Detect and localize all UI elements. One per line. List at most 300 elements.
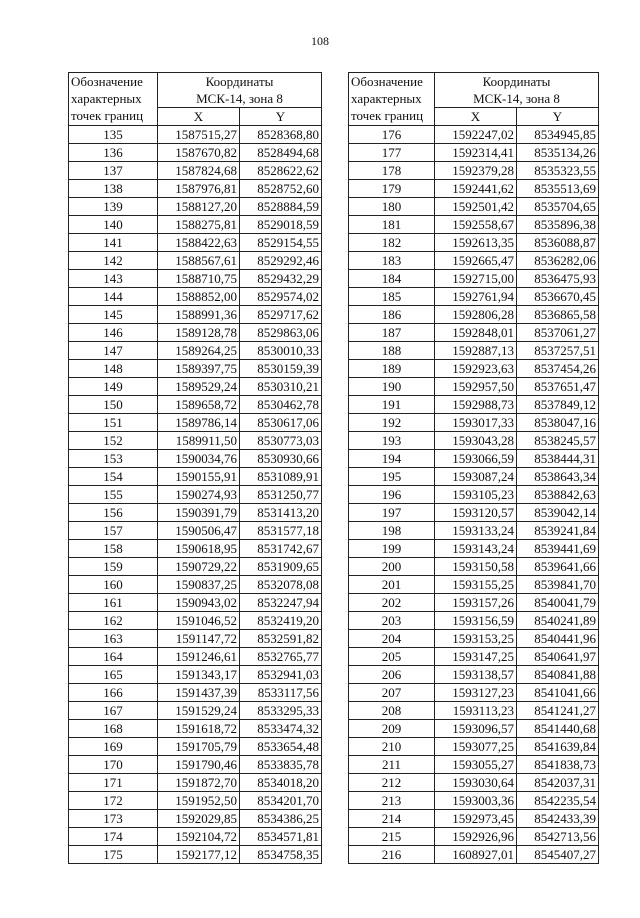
table-row	[69, 810, 322, 828]
y-coordinate-cell: 8531413,20	[240, 504, 322, 522]
column-x-header: X	[158, 108, 240, 126]
x-coordinate-cell: 1589911,50	[158, 432, 240, 450]
table-row	[349, 288, 599, 306]
point-label-header	[69, 73, 158, 126]
y-coordinate-cell: 8531250,77	[240, 486, 322, 504]
table-row	[349, 774, 599, 792]
table-row	[69, 216, 322, 234]
x-coordinate-cell: 1592973,45	[435, 810, 517, 828]
x-coordinate-cell: 1591952,50	[158, 792, 240, 810]
point-number-cell: 150	[69, 396, 158, 414]
point-number-cell: 207	[349, 684, 435, 702]
point-number-cell: 184	[349, 270, 435, 288]
table-row	[349, 144, 599, 162]
x-coordinate-cell: 1592926,96	[435, 828, 517, 846]
y-coordinate-cell: 8530617,06	[240, 414, 322, 432]
table-row	[349, 594, 599, 612]
y-coordinate-cell: 8530773,03	[240, 432, 322, 450]
point-number-cell: 174	[69, 828, 158, 846]
table-row	[349, 486, 599, 504]
table-row	[349, 414, 599, 432]
x-coordinate-cell: 1593150,58	[435, 558, 517, 576]
y-coordinate-cell: 8539841,70	[517, 576, 599, 594]
header-label-line1: Обозначение	[351, 74, 423, 89]
y-coordinate-cell: 8529574,02	[240, 288, 322, 306]
table-row	[69, 126, 322, 144]
point-number-cell: 181	[349, 216, 435, 234]
point-number-cell: 138	[69, 180, 158, 198]
point-number-cell: 201	[349, 576, 435, 594]
y-coordinate-cell: 8532591,82	[240, 630, 322, 648]
table-row	[69, 558, 322, 576]
x-coordinate-cell: 1593143,24	[435, 540, 517, 558]
point-number-cell: 159	[69, 558, 158, 576]
x-coordinate-cell: 1592923,63	[435, 360, 517, 378]
point-number-cell: 216	[349, 846, 435, 864]
y-coordinate-cell: 8531742,67	[240, 540, 322, 558]
y-coordinate-cell: 8533835,78	[240, 756, 322, 774]
coordinates-table-right	[348, 72, 599, 864]
point-label-header	[349, 73, 435, 126]
table-body-left	[69, 126, 322, 864]
table-row	[69, 666, 322, 684]
x-coordinate-cell: 1592957,50	[435, 378, 517, 396]
y-coordinate-cell: 8537061,27	[517, 324, 599, 342]
y-coordinate-cell: 8530310,21	[240, 378, 322, 396]
table-row	[349, 234, 599, 252]
x-coordinate-cell: 1591046,52	[158, 612, 240, 630]
x-coordinate-cell: 1590391,79	[158, 504, 240, 522]
point-number-cell: 149	[69, 378, 158, 396]
x-coordinate-cell: 1592177,12	[158, 846, 240, 864]
x-coordinate-cell: 1592379,28	[435, 162, 517, 180]
x-coordinate-cell: 1590034,76	[158, 450, 240, 468]
point-number-cell: 136	[69, 144, 158, 162]
y-coordinate-cell: 8537651,47	[517, 378, 599, 396]
table-row	[69, 846, 322, 864]
table-row	[349, 522, 599, 540]
x-coordinate-cell: 1593120,57	[435, 504, 517, 522]
y-coordinate-cell: 8539641,66	[517, 558, 599, 576]
x-coordinate-cell: 1591343,17	[158, 666, 240, 684]
y-coordinate-cell: 8528884,59	[240, 198, 322, 216]
point-number-cell: 163	[69, 630, 158, 648]
y-coordinate-cell: 8534945,85	[517, 126, 599, 144]
point-number-cell: 179	[349, 180, 435, 198]
x-coordinate-cell: 1593147,25	[435, 648, 517, 666]
y-coordinate-cell: 8528752,60	[240, 180, 322, 198]
x-coordinate-cell: 1592613,35	[435, 234, 517, 252]
point-number-cell: 183	[349, 252, 435, 270]
point-number-cell: 157	[69, 522, 158, 540]
y-coordinate-cell: 8528622,62	[240, 162, 322, 180]
y-coordinate-cell: 8528368,80	[240, 126, 322, 144]
x-coordinate-cell: 1590618,95	[158, 540, 240, 558]
point-number-cell: 152	[69, 432, 158, 450]
x-coordinate-cell: 1589529,24	[158, 378, 240, 396]
y-coordinate-cell: 8529432,29	[240, 270, 322, 288]
column-y-header: Y	[240, 108, 322, 126]
y-coordinate-cell: 8533117,56	[240, 684, 322, 702]
point-number-cell: 212	[349, 774, 435, 792]
table-row	[69, 252, 322, 270]
header-label-line1: Обозначение	[71, 74, 143, 89]
coordinates-group-header	[435, 73, 599, 108]
point-number-cell: 158	[69, 540, 158, 558]
table-row	[69, 540, 322, 558]
y-coordinate-cell: 8533474,32	[240, 720, 322, 738]
x-coordinate-cell: 1592715,00	[435, 270, 517, 288]
point-number-cell: 200	[349, 558, 435, 576]
y-coordinate-cell: 8537257,51	[517, 342, 599, 360]
table-row	[69, 774, 322, 792]
point-number-cell: 209	[349, 720, 435, 738]
point-number-cell: 148	[69, 360, 158, 378]
x-coordinate-cell: 1588852,00	[158, 288, 240, 306]
x-coordinate-cell: 1593030,64	[435, 774, 517, 792]
point-number-cell: 144	[69, 288, 158, 306]
y-coordinate-cell: 8539241,84	[517, 522, 599, 540]
y-coordinate-cell: 8529018,59	[240, 216, 322, 234]
x-coordinate-cell: 1592988,73	[435, 396, 517, 414]
point-number-cell: 189	[349, 360, 435, 378]
x-coordinate-cell: 1589264,25	[158, 342, 240, 360]
table-row	[349, 342, 599, 360]
point-number-cell: 155	[69, 486, 158, 504]
x-coordinate-cell: 1591705,79	[158, 738, 240, 756]
header-label-line2: характерных	[351, 91, 422, 106]
y-coordinate-cell: 8529717,62	[240, 306, 322, 324]
y-coordinate-cell: 8530930,66	[240, 450, 322, 468]
y-coordinate-cell: 8541241,27	[517, 702, 599, 720]
y-coordinate-cell: 8540841,88	[517, 666, 599, 684]
x-coordinate-cell: 1592558,67	[435, 216, 517, 234]
point-number-cell: 198	[349, 522, 435, 540]
y-coordinate-cell: 8534758,35	[240, 846, 322, 864]
header-group-line2: МСК-14, зона 8	[473, 91, 560, 106]
table-row	[349, 162, 599, 180]
header-label-line3: точек границ	[71, 108, 144, 123]
y-coordinate-cell: 8538047,16	[517, 414, 599, 432]
x-coordinate-cell: 1593066,59	[435, 450, 517, 468]
y-coordinate-cell: 8539042,14	[517, 504, 599, 522]
table-row	[349, 684, 599, 702]
y-coordinate-cell: 8529154,55	[240, 234, 322, 252]
y-coordinate-cell: 8536865,58	[517, 306, 599, 324]
x-coordinate-cell: 1592247,02	[435, 126, 517, 144]
y-coordinate-cell: 8537849,12	[517, 396, 599, 414]
table-row	[69, 414, 322, 432]
table-row	[69, 702, 322, 720]
y-coordinate-cell: 8530462,78	[240, 396, 322, 414]
table-row	[349, 630, 599, 648]
y-coordinate-cell: 8530159,39	[240, 360, 322, 378]
table-row	[349, 810, 599, 828]
table-row	[69, 306, 322, 324]
y-coordinate-cell: 8541639,84	[517, 738, 599, 756]
point-number-cell: 165	[69, 666, 158, 684]
point-number-cell: 140	[69, 216, 158, 234]
table-row	[349, 504, 599, 522]
table-row	[69, 360, 322, 378]
table-row	[69, 198, 322, 216]
coordinates-table-left	[68, 72, 322, 864]
x-coordinate-cell: 1590837,25	[158, 576, 240, 594]
y-coordinate-cell: 8534018,20	[240, 774, 322, 792]
y-coordinate-cell: 8531909,65	[240, 558, 322, 576]
point-number-cell: 145	[69, 306, 158, 324]
x-coordinate-cell: 1608927,01	[435, 846, 517, 864]
point-number-cell: 146	[69, 324, 158, 342]
table-row	[69, 144, 322, 162]
table-row	[69, 594, 322, 612]
x-coordinate-cell: 1587976,81	[158, 180, 240, 198]
point-number-cell: 154	[69, 468, 158, 486]
y-coordinate-cell: 8530010,33	[240, 342, 322, 360]
point-number-cell: 172	[69, 792, 158, 810]
point-number-cell: 203	[349, 612, 435, 630]
table-row	[69, 324, 322, 342]
column-y-header: Y	[517, 108, 599, 126]
point-number-cell: 142	[69, 252, 158, 270]
coordinates-group-header	[158, 73, 322, 108]
y-coordinate-cell: 8536670,45	[517, 288, 599, 306]
x-coordinate-cell: 1592441,62	[435, 180, 517, 198]
y-coordinate-cell: 8545407,27	[517, 846, 599, 864]
x-coordinate-cell: 1588127,20	[158, 198, 240, 216]
y-coordinate-cell: 8541440,68	[517, 720, 599, 738]
header-group-line1: Координаты	[482, 74, 551, 89]
point-number-cell: 171	[69, 774, 158, 792]
point-number-cell: 202	[349, 594, 435, 612]
x-coordinate-cell: 1588567,61	[158, 252, 240, 270]
point-number-cell: 176	[349, 126, 435, 144]
table-row	[69, 756, 322, 774]
table-row	[69, 648, 322, 666]
point-number-cell: 177	[349, 144, 435, 162]
y-coordinate-cell: 8532941,03	[240, 666, 322, 684]
x-coordinate-cell: 1589658,72	[158, 396, 240, 414]
x-coordinate-cell: 1593043,28	[435, 432, 517, 450]
point-number-cell: 204	[349, 630, 435, 648]
y-coordinate-cell: 8532765,77	[240, 648, 322, 666]
y-coordinate-cell: 8534201,70	[240, 792, 322, 810]
point-number-cell: 197	[349, 504, 435, 522]
x-coordinate-cell: 1588710,75	[158, 270, 240, 288]
y-coordinate-cell: 8532247,94	[240, 594, 322, 612]
table-row	[349, 648, 599, 666]
table-row	[69, 576, 322, 594]
x-coordinate-cell: 1589128,78	[158, 324, 240, 342]
table-row	[349, 432, 599, 450]
x-coordinate-cell: 1587670,82	[158, 144, 240, 162]
point-number-cell: 185	[349, 288, 435, 306]
point-number-cell: 194	[349, 450, 435, 468]
table-row	[69, 396, 322, 414]
table-row	[69, 738, 322, 756]
point-number-cell: 151	[69, 414, 158, 432]
y-coordinate-cell: 8533295,33	[240, 702, 322, 720]
point-number-cell: 173	[69, 810, 158, 828]
point-number-cell: 178	[349, 162, 435, 180]
point-number-cell: 206	[349, 666, 435, 684]
x-coordinate-cell: 1591437,39	[158, 684, 240, 702]
x-coordinate-cell: 1590943,02	[158, 594, 240, 612]
point-number-cell: 139	[69, 198, 158, 216]
point-number-cell: 191	[349, 396, 435, 414]
table-row	[349, 450, 599, 468]
header-group-line1: Координаты	[205, 74, 274, 89]
table-row	[69, 432, 322, 450]
table-row	[69, 684, 322, 702]
y-coordinate-cell: 8536475,93	[517, 270, 599, 288]
table-row	[69, 504, 322, 522]
table-row	[349, 576, 599, 594]
x-coordinate-cell: 1588991,36	[158, 306, 240, 324]
y-coordinate-cell: 8529292,46	[240, 252, 322, 270]
header-label-line2: характерных	[71, 91, 142, 106]
x-coordinate-cell: 1592665,47	[435, 252, 517, 270]
point-number-cell: 180	[349, 198, 435, 216]
point-number-cell: 137	[69, 162, 158, 180]
point-number-cell: 135	[69, 126, 158, 144]
y-coordinate-cell: 8538444,31	[517, 450, 599, 468]
point-number-cell: 188	[349, 342, 435, 360]
point-number-cell: 147	[69, 342, 158, 360]
table-row	[349, 720, 599, 738]
header-group-line2: МСК-14, зона 8	[196, 91, 283, 106]
y-coordinate-cell: 8534386,25	[240, 810, 322, 828]
table-row	[349, 792, 599, 810]
y-coordinate-cell: 8531577,18	[240, 522, 322, 540]
x-coordinate-cell: 1593087,24	[435, 468, 517, 486]
table-row	[349, 378, 599, 396]
point-number-cell: 195	[349, 468, 435, 486]
x-coordinate-cell: 1593156,59	[435, 612, 517, 630]
table-row	[349, 306, 599, 324]
point-number-cell: 169	[69, 738, 158, 756]
point-number-cell: 192	[349, 414, 435, 432]
point-number-cell: 143	[69, 270, 158, 288]
table-row	[69, 180, 322, 198]
table-row	[69, 828, 322, 846]
x-coordinate-cell: 1590506,47	[158, 522, 240, 540]
y-coordinate-cell: 8541041,66	[517, 684, 599, 702]
table-row	[349, 756, 599, 774]
x-coordinate-cell: 1591147,72	[158, 630, 240, 648]
point-number-cell: 186	[349, 306, 435, 324]
y-coordinate-cell: 8536088,87	[517, 234, 599, 252]
y-coordinate-cell: 8534571,81	[240, 828, 322, 846]
x-coordinate-cell: 1593153,25	[435, 630, 517, 648]
y-coordinate-cell: 8529863,06	[240, 324, 322, 342]
y-coordinate-cell: 8528494,68	[240, 144, 322, 162]
x-coordinate-cell: 1592848,01	[435, 324, 517, 342]
x-coordinate-cell: 1592887,13	[435, 342, 517, 360]
x-coordinate-cell: 1591529,24	[158, 702, 240, 720]
y-coordinate-cell: 8538245,57	[517, 432, 599, 450]
x-coordinate-cell: 1593017,33	[435, 414, 517, 432]
y-coordinate-cell: 8537454,26	[517, 360, 599, 378]
table-row	[69, 378, 322, 396]
x-coordinate-cell: 1593096,57	[435, 720, 517, 738]
x-coordinate-cell: 1591618,72	[158, 720, 240, 738]
table-row	[349, 558, 599, 576]
point-number-cell: 141	[69, 234, 158, 252]
table-row	[349, 360, 599, 378]
x-coordinate-cell: 1588422,63	[158, 234, 240, 252]
x-coordinate-cell: 1592501,42	[435, 198, 517, 216]
table-row	[349, 270, 599, 288]
table-row	[349, 828, 599, 846]
y-coordinate-cell: 8540441,96	[517, 630, 599, 648]
x-coordinate-cell: 1587824,68	[158, 162, 240, 180]
y-coordinate-cell: 8542235,54	[517, 792, 599, 810]
y-coordinate-cell: 8532078,08	[240, 576, 322, 594]
table-row	[349, 666, 599, 684]
table-row	[69, 720, 322, 738]
point-number-cell: 175	[69, 846, 158, 864]
table-row	[349, 468, 599, 486]
x-coordinate-cell: 1592314,41	[435, 144, 517, 162]
point-number-cell: 211	[349, 756, 435, 774]
x-coordinate-cell: 1589786,14	[158, 414, 240, 432]
x-coordinate-cell: 1592806,28	[435, 306, 517, 324]
table-row	[69, 522, 322, 540]
y-coordinate-cell: 8535704,65	[517, 198, 599, 216]
point-number-cell: 153	[69, 450, 158, 468]
point-number-cell: 199	[349, 540, 435, 558]
table-row	[349, 846, 599, 864]
table-row	[69, 792, 322, 810]
x-coordinate-cell: 1593055,27	[435, 756, 517, 774]
table-row	[69, 162, 322, 180]
y-coordinate-cell: 8535134,26	[517, 144, 599, 162]
point-number-cell: 167	[69, 702, 158, 720]
point-number-cell: 214	[349, 810, 435, 828]
table-row	[69, 288, 322, 306]
point-number-cell: 164	[69, 648, 158, 666]
y-coordinate-cell: 8540241,89	[517, 612, 599, 630]
point-number-cell: 213	[349, 792, 435, 810]
table-row	[349, 702, 599, 720]
y-coordinate-cell: 8542037,31	[517, 774, 599, 792]
y-coordinate-cell: 8535896,38	[517, 216, 599, 234]
point-number-cell: 156	[69, 504, 158, 522]
table-row	[69, 342, 322, 360]
x-coordinate-cell: 1593138,57	[435, 666, 517, 684]
x-coordinate-cell: 1591790,46	[158, 756, 240, 774]
table-row	[349, 216, 599, 234]
table-row	[349, 738, 599, 756]
point-number-cell: 161	[69, 594, 158, 612]
table-row	[349, 126, 599, 144]
x-coordinate-cell: 1588275,81	[158, 216, 240, 234]
point-number-cell: 196	[349, 486, 435, 504]
table-row	[349, 612, 599, 630]
x-coordinate-cell: 1590155,91	[158, 468, 240, 486]
point-number-cell: 160	[69, 576, 158, 594]
x-coordinate-cell: 1593113,23	[435, 702, 517, 720]
table-row	[69, 450, 322, 468]
table-row	[349, 198, 599, 216]
point-number-cell: 190	[349, 378, 435, 396]
y-coordinate-cell: 8536282,06	[517, 252, 599, 270]
column-x-header: X	[435, 108, 517, 126]
x-coordinate-cell: 1590274,93	[158, 486, 240, 504]
y-coordinate-cell: 8531089,91	[240, 468, 322, 486]
x-coordinate-cell: 1593133,24	[435, 522, 517, 540]
